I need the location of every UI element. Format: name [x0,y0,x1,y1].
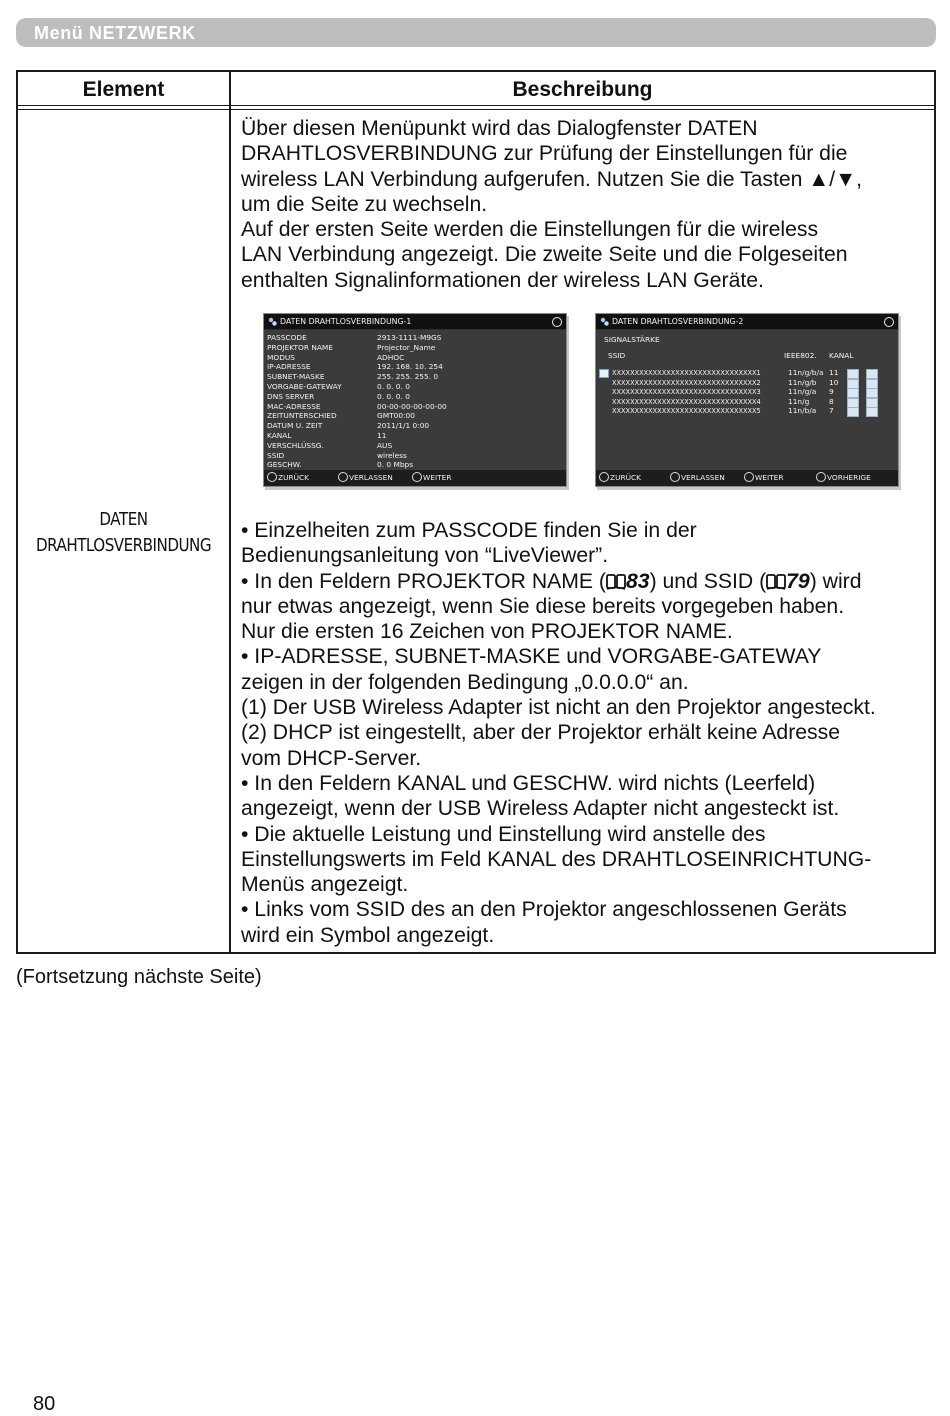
nav-exit[interactable] [338,470,393,486]
info-key: DATUM U. ZEIT [267,421,323,431]
signal-row: XXXXXXXXXXXXXXXXXXXXXXXXXXXXXXXX5 [612,407,761,416]
nav-label: VORHERIGE [827,473,871,482]
signal-row: XXXXXXXXXXXXXXXXXXXXXXXXXXXXXXXX1 [612,369,761,377]
text-line: zeigen in der folgenden Bedingung „0.0.0.0“ an. [241,670,689,694]
nav-label: WEITER [423,473,452,482]
screen-body [264,330,566,470]
info-value: 255. 255. 255. 0 [377,372,439,382]
info-value: 0. 0 Mbps [377,460,414,470]
info-value: AUS [377,440,393,450]
info-value: 192. 168. 10. 254 [377,362,443,372]
text-line: Über diesen Menüpunkt wird das Dialogfenster DATEN [241,117,758,140]
security-icon [847,407,859,417]
column-channel: KANAL [829,351,854,360]
manual-book-icon [606,573,626,591]
header-rule-double [18,109,934,110]
info-key: MODUS [267,352,295,362]
info-value: 2913-1111-M9GS [377,333,442,342]
info-key: SSID [267,450,285,460]
page-number: 80 [33,1393,56,1415]
column-ieee: IEEE802. [784,351,817,360]
column-header-element: Element [82,78,165,101]
channel-value: 8 [829,396,834,406]
channel-value: 9 [829,387,834,397]
up-button-icon [816,472,826,482]
down-button-icon [744,472,754,482]
info-value: 00-00-00-00-00-00 [377,401,447,411]
right-button-icon [338,472,348,482]
security-icon [847,388,859,398]
network-icon [600,317,609,326]
info-key: IP-ADRESSE [267,362,311,372]
continued-note: (Fortsetzung nächste Seite) [16,966,262,988]
text-line: • Einzelheiten zum PASSCODE finden Sie in der [241,519,697,542]
down-button-icon [412,472,422,482]
element-name-line: DATEN [99,509,148,530]
text-line: vom DHCP-Server. [241,746,422,770]
text-fragment: • In den Feldern PROJEKTOR NAME ( [241,569,606,593]
info-value: 0. 0. 0. 0 [377,391,410,401]
nav-label: VERLASSEN [349,473,393,482]
info-value: GMT00:00 [377,411,415,421]
screen-footer [264,470,566,486]
info-key: VORGABE-GATEWAY [267,382,342,391]
left-button-icon [267,472,277,482]
ieee-value: 11n/g/b [788,377,817,387]
text-line: • Die aktuelle Leistung und Einstellung wird anstelle des [241,822,766,846]
close-icon[interactable] [884,317,894,327]
signal-strength-label: SIGNALSTÄRKE [604,335,660,344]
screen-footer [596,470,898,486]
info-key: SUBNET-MASKE [267,372,325,382]
info-key: PROJEKTOR NAME [267,342,333,352]
description-intro [241,116,931,293]
security-icon [847,369,859,379]
text-line: Bedienungsanleitung von “LiveViewer”. [241,544,609,568]
ieee-value: 11n/g/a [788,387,817,397]
section-header [16,18,936,47]
nav-label: ZURÜCK [610,473,642,482]
text-line: Auf der ersten Seite werden die Einstellungen für die wireless [241,218,819,242]
manual-book-icon [766,573,786,591]
signal-strength-icon [866,398,878,408]
text-line: (1) Der USB Wireless Adapter ist nicht an den Projektor angesteckt. [241,696,876,720]
nav-previous[interactable] [816,470,871,486]
page-reference[interactable]: 79 [786,569,810,593]
text-line: angezeigt, wenn der USB Wireless Adapter nicht angesteckt ist. [241,797,840,821]
signal-strength-icon [866,407,878,417]
text-line: • Links vom SSID des an den Projektor angeschlossenen Geräts [241,898,847,922]
screen-title: DATEN DRAHTLOSVERBINDUNG-2 [612,317,744,326]
signal-strength-icon [866,379,878,389]
text-line: nur etwas angezeigt, wenn Sie diese bereits vorgegeben haben. [241,594,845,618]
signal-strength-icon [866,369,878,379]
signal-row: XXXXXXXXXXXXXXXXXXXXXXXXXXXXXXXX3 [612,388,761,397]
info-value: 0. 0. 0. 0 [377,382,410,391]
text-line: (2) DHCP ist eingestellt, aber der Projektor erhält keine Adresse [241,721,841,745]
info-value: ADHOC [377,352,405,362]
ieee-value: 11n/g [788,396,810,406]
element-name [35,507,212,559]
description-notes [241,518,931,948]
text-line: Menüs angezeigt. [241,873,409,897]
nav-exit[interactable] [670,470,725,486]
column-divider [229,72,231,952]
nav-label: ZURÜCK [278,473,310,482]
screen-body [596,330,898,470]
info-value: Projector_Name [377,342,436,352]
left-button-icon [599,472,609,482]
text-fragment: ) wird [809,569,862,593]
info-value: 11 [377,431,387,440]
signal-row: XXXXXXXXXXXXXXXXXXXXXXXXXXXXXXXX2 [612,378,761,387]
section-title: Menü NETZWERK [34,23,196,43]
nav-back[interactable] [599,470,641,486]
nav-label: WEITER [755,473,784,482]
wireless-info-screen-2 [595,313,899,487]
text-line: DRAHTLOSVERBINDUNG zur Prüfung der Einstellungen für die [241,142,848,166]
security-icon [847,398,859,408]
nav-label: VERLASSEN [681,473,725,482]
nav-next[interactable] [744,470,783,486]
text-line [241,569,931,594]
nav-next[interactable] [412,470,451,486]
security-icon [847,379,859,389]
ieee-value: 11n/b/a [788,406,817,416]
channel-value: 11 [829,368,839,377]
column-ssid: SSID [608,351,626,360]
info-key: MAC-ADRESSE [267,401,321,411]
wireless-info-screen-1 [263,313,567,487]
info-value: 2011/1/1 0:00 [377,421,430,431]
text-line: • IP-ADRESSE, SUBNET-MASKE und VORGABE-GATEWAY [241,645,822,669]
close-icon[interactable] [552,317,562,327]
page-reference[interactable]: 83 [625,569,650,593]
text-line: um die Seite zu wechseln. [241,192,488,216]
text-line: LAN Verbindung angezeigt. Die zweite Seite und die Folgeseiten [241,243,848,267]
ieee-value: 11n/g/b/a [788,368,824,377]
channel-value: 7 [829,406,834,416]
text-line: enthalten Signalinformationen der wireless LAN Geräte. [241,268,764,292]
network-icon [268,317,277,326]
content-table [16,70,936,954]
text-line: wireless LAN Verbindung aufgerufen. Nutzen Sie die Tasten ▲/▼, [241,167,863,191]
info-value: wireless [377,450,407,460]
text-line: Einstellungswerts im Feld KANAL des DRAHTLOSEINRICHTUNG- [241,847,872,871]
info-key: DNS SERVER [267,391,315,401]
info-key: ZEITUNTERSCHIED [267,411,337,421]
screen-title-bar [596,314,898,329]
connected-device-icon [599,369,609,378]
column-header-description: Beschreibung [512,78,653,101]
info-key: VERSCHLÜSSG. [267,440,324,450]
channel-value: 10 [829,377,839,387]
info-key: PASSCODE [267,333,307,342]
signal-row: XXXXXXXXXXXXXXXXXXXXXXXXXXXXXXXX4 [612,397,761,406]
screen-title: DATEN DRAHTLOSVERBINDUNG-1 [280,317,412,326]
text-fragment: ) und SSID ( [649,569,767,593]
nav-back[interactable] [267,470,309,486]
info-key: KANAL [267,431,292,440]
signal-strength-icon [866,388,878,398]
screen-title-bar [264,314,566,329]
info-key: GESCHW. [267,460,302,470]
element-name-line: DRAHTLOSVERBINDUNG [35,535,212,556]
right-button-icon [670,472,680,482]
text-line: Nur die ersten 16 Zeichen von PROJEKTOR NAME. [241,620,733,644]
text-line: wird ein Symbol angezeigt. [241,923,495,947]
text-line: • In den Feldern KANAL und GESCHW. wird nichts (Leerfeld) [241,771,816,795]
